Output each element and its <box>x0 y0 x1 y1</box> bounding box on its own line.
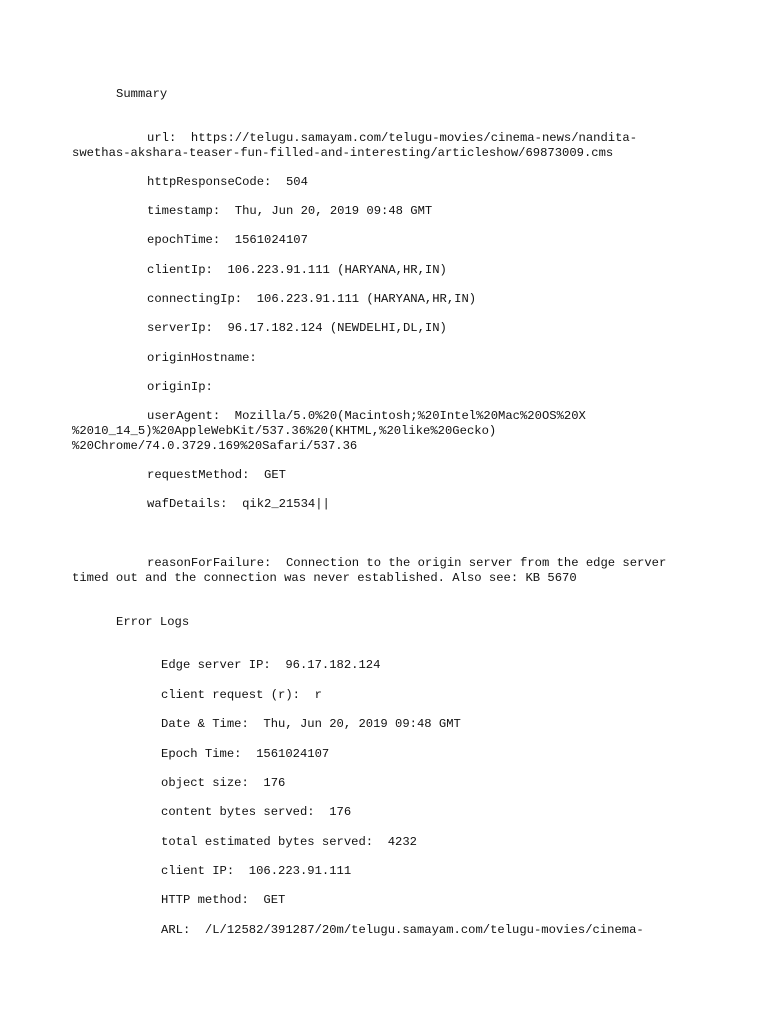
total-estimated-bytes-served: total estimated bytes served: 4232 <box>161 835 417 849</box>
reason-line-2: timed out and the connection was never established. Also see: KB 5670 <box>72 571 577 585</box>
timestamp: timestamp: Thu, Jun 20, 2019 09:48 GMT <box>147 204 433 218</box>
origin-ip: originIp: <box>147 380 213 394</box>
user-agent-line-2: %2010_14_5)%20AppleWebKit/537.36%20(KHTML,%20like%20Gecko) <box>72 424 497 438</box>
client-request: client request (r): r <box>161 688 322 702</box>
url-line-1: url: https://telugu.samayam.com/telugu-movies/cinema-news/nandita- <box>147 131 638 145</box>
error-logs-heading: Error Logs <box>116 615 190 629</box>
summary-heading: Summary <box>116 87 168 101</box>
user-agent-line-3: %20Chrome/74.0.3729.169%20Safari/537.36 <box>72 439 358 453</box>
arl: ARL: /L/12582/391287/20m/telugu.samayam.com/telugu-movies/cinema- <box>161 923 644 937</box>
user-agent-line-1: userAgent: Mozilla/5.0%20(Macintosh;%20Intel%20Mac%20OS%20X <box>147 409 586 423</box>
content-bytes-served: content bytes served: 176 <box>161 805 352 819</box>
server-ip: serverIp: 96.17.182.124 (NEWDELHI,DL,IN) <box>147 321 447 335</box>
epoch-time: epochTime: 1561024107 <box>147 233 308 247</box>
date-time: Date & Time: Thu, Jun 20, 2019 09:48 GMT <box>161 717 461 731</box>
edge-server-ip: Edge server IP: 96.17.182.124 <box>161 658 381 672</box>
reason-line-1: reasonForFailure: Connection to the origin server from the edge server <box>147 556 667 570</box>
origin-hostname: originHostname: <box>147 351 257 365</box>
object-size: object size: 176 <box>161 776 286 790</box>
request-method: requestMethod: GET <box>147 468 286 482</box>
waf-details: wafDetails: qik2_21534|| <box>147 497 330 511</box>
error-client-ip: client IP: 106.223.91.111 <box>161 864 352 878</box>
url-line-2: swethas-akshara-teaser-fun-filled-and-interesting/articleshow/69873009.cms <box>72 146 614 160</box>
http-method: HTTP method: GET <box>161 893 286 907</box>
error-epoch-time: Epoch Time: 1561024107 <box>161 747 330 761</box>
client-ip: clientIp: 106.223.91.111 (HARYANA,HR,IN) <box>147 263 447 277</box>
connecting-ip: connectingIp: 106.223.91.111 (HARYANA,HR,IN) <box>147 292 477 306</box>
http-response-code: httpResponseCode: 504 <box>147 175 308 189</box>
